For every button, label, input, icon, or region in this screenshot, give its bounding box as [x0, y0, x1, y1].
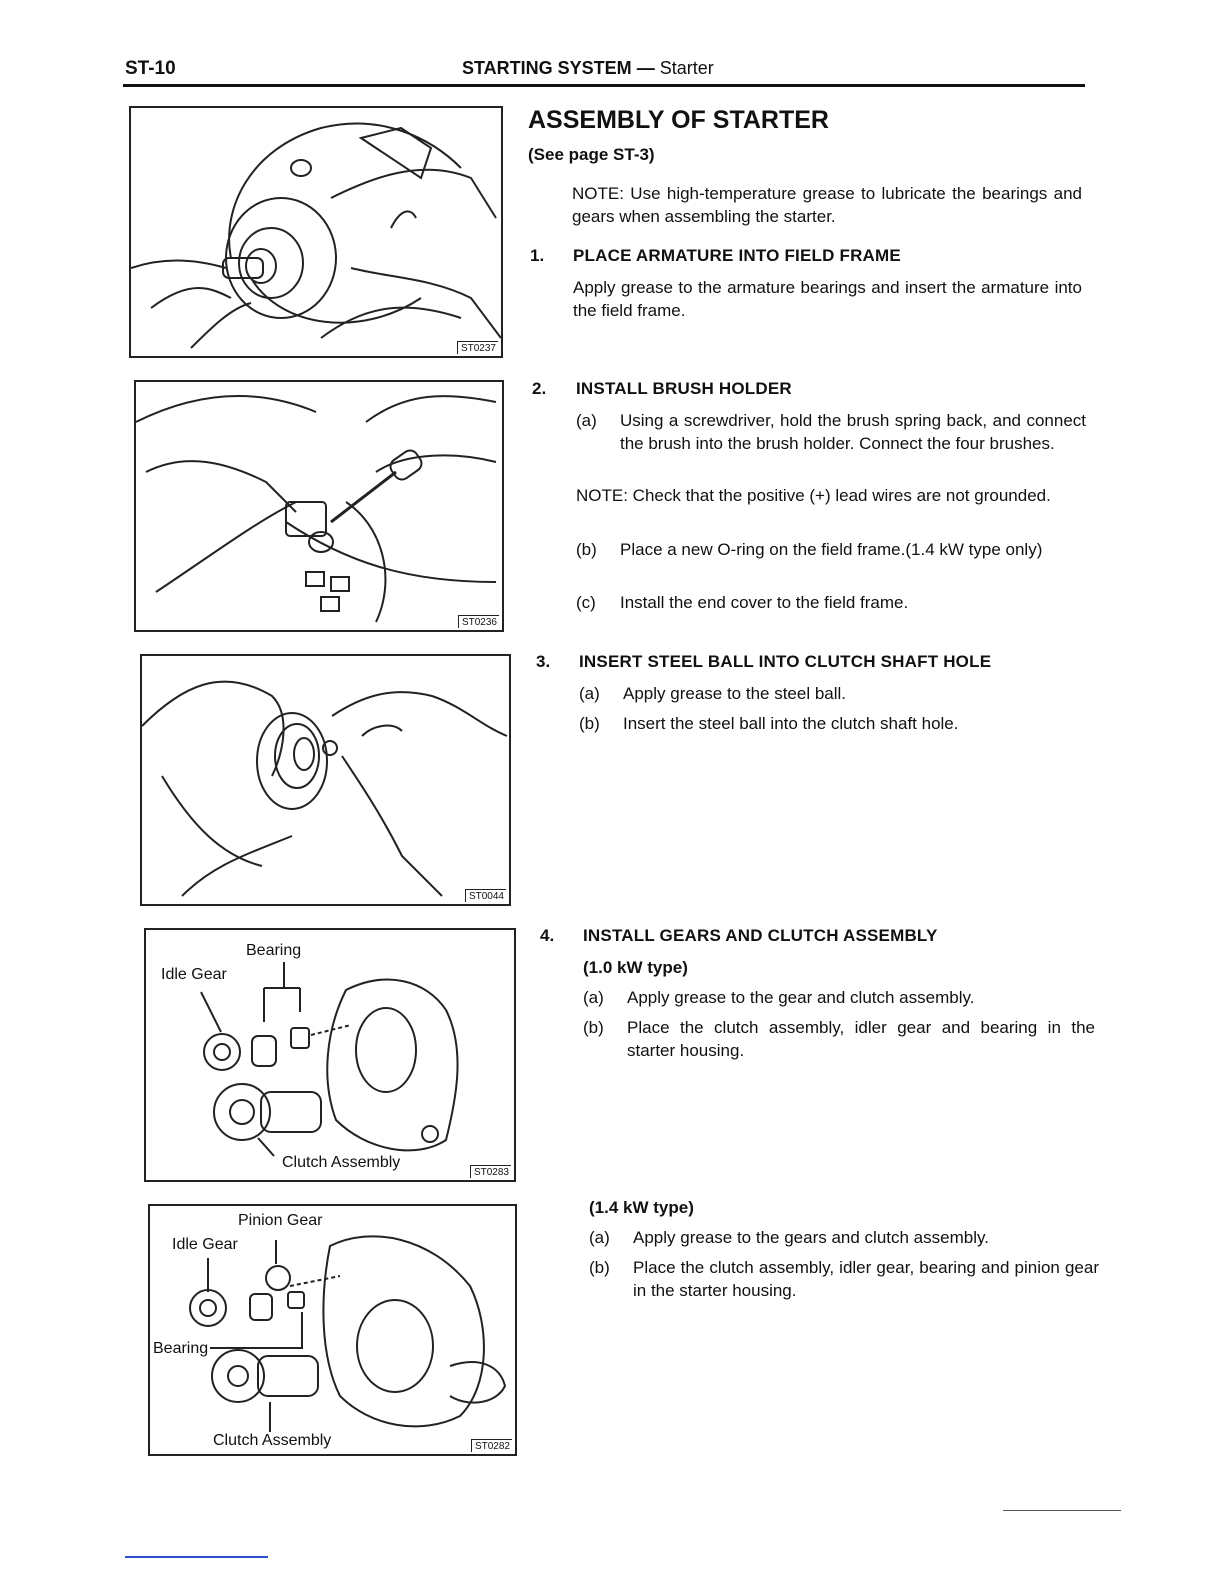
- label-clutch-assembly: Clutch Assembly: [282, 1154, 401, 1171]
- step-2-item-c: [576, 591, 1086, 615]
- steel-ball-illustration: [142, 656, 509, 904]
- figure-steel-ball: [140, 654, 511, 906]
- item-marker: (a): [583, 988, 604, 1007]
- item-text: Place the clutch assembly, idler gear, bearing and pinion gear in the starter housing.: [633, 1258, 1099, 1300]
- item-text: Using a screwdriver, hold the brush spring back, and connect the brush into the brush holder. Connect the four brushes.: [620, 411, 1086, 453]
- item-text: Install the end cover to the field frame.: [620, 593, 909, 612]
- step-3-item-b: [579, 712, 1079, 736]
- figure-code: ST0282: [471, 1439, 512, 1452]
- page-number: ST-10: [125, 58, 176, 79]
- figure-gears-1kw: [144, 928, 516, 1182]
- variant-14kw-item-a: [589, 1226, 1099, 1250]
- figure-brush-holder: [134, 380, 504, 632]
- item-text: Place the clutch assembly, idler gear and bearing in the starter housing.: [627, 1018, 1095, 1060]
- label-bearing: Bearing: [246, 942, 302, 959]
- step-1-body: Apply grease to the armature bearings and insert the armature into the field frame.: [573, 278, 1082, 320]
- item-text: Apply grease to the gear and clutch assembly.: [627, 988, 975, 1007]
- footer-link-underline: [125, 1556, 268, 1558]
- item-text: Apply grease to the steel ball.: [623, 684, 847, 703]
- item-text: Apply grease to the gears and clutch assembly.: [633, 1228, 989, 1247]
- step-4-heading: INSTALL GEARS AND CLUTCH ASSEMBLY: [583, 926, 938, 945]
- figure-armature-insert: [129, 106, 503, 358]
- step-2-item-a: [576, 409, 1086, 479]
- variant-1kw-item-b: [583, 1016, 1095, 1064]
- footer-rule: [1003, 1510, 1121, 1511]
- variant-14kw-type: (1.4 kW type): [589, 1198, 694, 1217]
- item-marker: (a): [589, 1228, 610, 1247]
- figure-code: ST0237: [457, 341, 498, 354]
- step-3-item-a: [579, 682, 1079, 706]
- item-marker: (a): [579, 684, 600, 703]
- label-pinion-gear: Pinion Gear: [238, 1212, 323, 1229]
- label-idle-gear: Idle Gear: [161, 966, 227, 983]
- step-2-number: 2.: [532, 379, 547, 398]
- armature-illustration: [131, 108, 501, 356]
- figure-code: ST0236: [458, 615, 499, 628]
- item-marker: (c): [576, 593, 596, 612]
- subsection-title: Starter: [659, 58, 714, 78]
- section-title: STARTING SYSTEM: [462, 58, 632, 78]
- step-1-number: 1.: [530, 246, 545, 265]
- variant-1kw-item-a: [583, 986, 1095, 1010]
- item-marker: (a): [576, 411, 597, 430]
- item-text: Place a new O-ring on the field frame.(1.4 kW type only): [620, 540, 1043, 559]
- step-4-number: 4.: [540, 926, 555, 945]
- item-marker: (b): [583, 1018, 604, 1037]
- item-marker: (b): [579, 714, 600, 733]
- step-3-number: 3.: [536, 652, 551, 671]
- brush-holder-illustration: [136, 382, 502, 630]
- see-page-reference: (See page ST-3): [528, 145, 655, 164]
- step-2-note: NOTE: Check that the positive (+) lead wires are not grounded.: [576, 486, 1051, 505]
- variant-1kw-type: (1.0 kW type): [583, 958, 688, 977]
- header-rule: [123, 84, 1085, 87]
- figure-gears-14kw: [148, 1204, 517, 1456]
- item-marker: (b): [576, 540, 597, 559]
- label-bearing: Bearing: [153, 1340, 209, 1357]
- step-2-item-b: [576, 538, 1086, 586]
- step-3-heading: INSERT STEEL BALL INTO CLUTCH SHAFT HOLE: [579, 652, 992, 671]
- header-separator: —: [636, 58, 655, 78]
- general-note: NOTE: Use high-temperature grease to lubricate the bearings and gears when assembling the starter.: [572, 184, 1082, 226]
- label-clutch-assembly: Clutch Assembly: [213, 1432, 332, 1449]
- figure-code: ST0283: [470, 1165, 511, 1178]
- item-marker: (b): [589, 1258, 610, 1277]
- figure-code: ST0044: [465, 889, 506, 902]
- page-title: ASSEMBLY OF STARTER: [528, 106, 829, 134]
- running-header: [462, 58, 714, 79]
- step-1-heading: PLACE ARMATURE INTO FIELD FRAME: [573, 246, 901, 265]
- item-text: Insert the steel ball into the clutch shaft hole.: [623, 714, 959, 733]
- variant-14kw-item-b: [589, 1256, 1099, 1304]
- label-idle-gear: Idle Gear: [172, 1236, 238, 1253]
- step-2-heading: INSTALL BRUSH HOLDER: [576, 379, 792, 398]
